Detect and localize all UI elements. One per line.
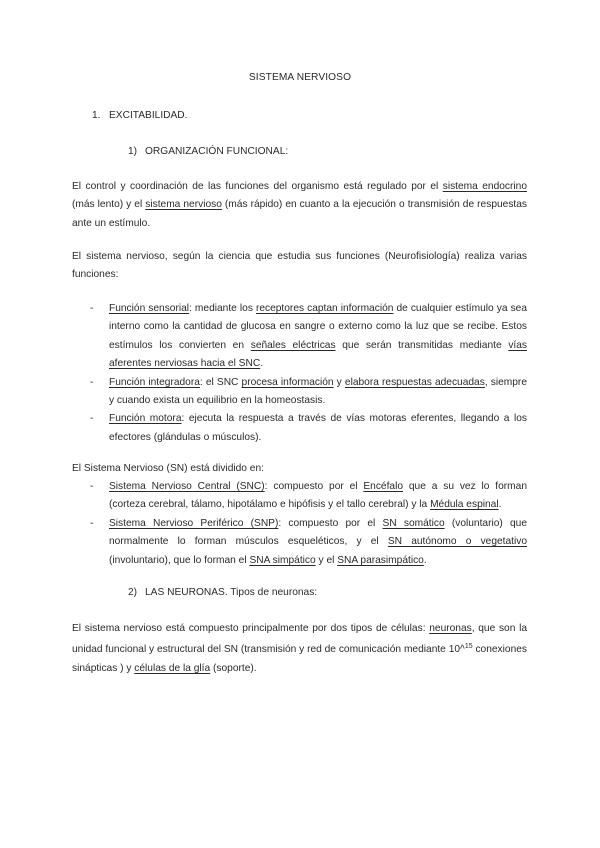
subsection-number: 1) <box>128 146 138 157</box>
paragraph-sn-dividido: El Sistema Nervioso (SN) está dividido en: <box>72 463 264 474</box>
paragraph-funciones-intro: El sistema nervioso, según la ciencia que estudia sus funciones (Neurofisiología) realiza varias funciones: <box>72 251 527 281</box>
list-item-funcion-integradora: - Función integradora: el SNC procesa información y elabora respuestas adecuadas, siempre y cuando exista un equilibrio en la homeostasis. <box>90 376 527 407</box>
term-snc: Sistema Nervioso Central (SNC) <box>109 481 265 492</box>
paragraph-control-coordinacion: El control y coordinación de las funciones del organismo está regulado por el sistema endocrino (más lento) y el sistema nervioso (más rápido) en cuanto a la ejecución o transmisión de respuestas ante un estímulo. <box>72 181 527 229</box>
list-item-snc: - Sistema Nervioso Central (SNC): compuesto por el Encéfalo que a su vez lo forman (corteza cerebral, tálamo, hipotálamo e hipófisis y el tallo cerebral) y la Médula espinal. <box>90 481 528 511</box>
section-number: 1. <box>92 110 101 121</box>
document-title: SISTEMA NERVIOSO <box>248 72 352 83</box>
subsection-number: 2) <box>128 587 138 598</box>
paragraph-tipos-celulas: El sistema nervioso está compuesto principalmente por dos tipos de células: neuronas, que son la unidad funcional y estructural del SN (transmisión y red de comunicación mediante 10^$^{15}$ conexiones sinápticas ) y células de la glía (soporte). <box>72 623 527 674</box>
divisions-list <box>72 478 527 570</box>
subsection-label: LAS NEURONAS. Tipos de neuronas: <box>145 587 318 598</box>
subsection-label: ORGANIZACIÓN FUNCIONAL: <box>145 146 289 157</box>
term-funcion-sensorial: Función sensorial <box>109 303 190 314</box>
underline-sistema-endocrino: sistema endocrino <box>442 181 527 192</box>
list-item-snp: - Sistema Nervioso Periférico (SNP): compuesto por el SN somático (voluntario) que normalmente lo forman músculos esqueléticos, y el SN autónomo o vegetativo (involuntario), que lo forman el SNA simpático y el SNA parasimpático. <box>90 517 528 566</box>
term-snp: Sistema Nervioso Periférico (SNP) <box>109 517 279 529</box>
functions-list <box>72 300 527 447</box>
underline-neuronas: neuronas <box>429 623 472 634</box>
term-funcion-integradora: Función integradora <box>109 376 200 388</box>
list-item-funcion-sensorial: - Función sensorial: mediante los receptores captan información de cualquier estímulo ya sea interno como la cantidad de glucosa en sangre o externo como la luz que se recibe. Estos estímulos los convierten en señales eléctricas que serán transmitidas mediante vías aferentes nerviosas hacia el SNC. <box>90 303 527 370</box>
underline-sistema-nervioso: sistema nervioso <box>145 199 222 211</box>
term-funcion-motora: Función motora <box>109 413 182 425</box>
list-item-funcion-motora: - Función motora: ejecuta la respuesta a través de vías motoras eferentes, llegando a los efectores (glándulas o músculos). <box>90 413 528 443</box>
underline-celulas-glia: células de la glía <box>134 662 211 674</box>
section-label: EXCITABILIDAD. <box>109 110 188 121</box>
